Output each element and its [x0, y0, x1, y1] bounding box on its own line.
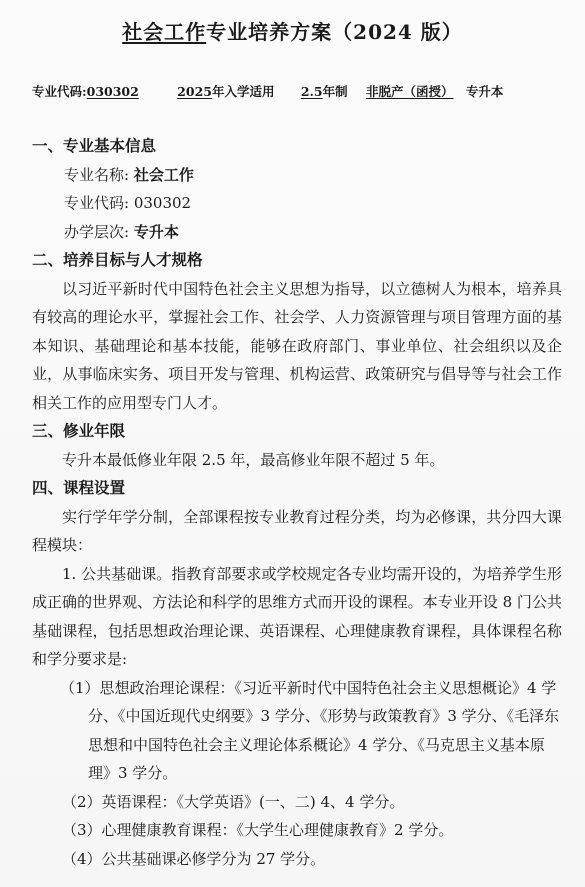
info-program-code: 专业代码: 030302: [64, 194, 192, 212]
info-program-level: 办学层次: 专升本: [64, 222, 179, 241]
section-heading-duration: 三、修业年限: [32, 421, 126, 440]
courses-sub-english: （2）英语课程：《大学英语》(一、二) 4、4 学分。: [62, 792, 405, 811]
document-title: [0, 16, 585, 45]
duration-paragraph: 专升本最低修业年限 2.5 年，最高修业年限不超过 5 年。: [62, 450, 445, 469]
program-meta-line: [32, 82, 565, 100]
courses-intro-paragraph: 实行学年学分制，全部课程按专业教育过程分类，均为必修课，共分四大课程模块：: [32, 507, 562, 554]
courses-item-public-basic: 1. 公共基础课。指教育部要求或学校规定各专业均需开设的，为培养学生形成正确的世界观、方法论和科学的思维方式而开设的课程。本专业开设 8 门公共基础课程，包括思想政治理论课、英语课程、心理健康教育课程，具体课程名称和学分要求是:: [32, 564, 562, 668]
courses-sub-psychology: （3）心理健康教育课程：《大学生心理健康教育》2 学分。: [62, 821, 454, 839]
courses-sub-politics: （1）思想政治理论课程：《习近平新时代中国特色社会主义思想概论》4 学分、《中国近现代史纲要》3 学分、《形势与政策教育》3 学分、《毛泽东思想和中国特色社会主义理论体系概论》4 学分、《马克思主义基本原理》3 学分。: [60, 678, 560, 782]
section-heading-courses: 四、课程设置: [32, 478, 126, 497]
section-heading-goals: 二、培养目标与人才规格: [32, 250, 203, 269]
title-rest: 专业培养方案（2024 版）: [206, 20, 463, 44]
courses-sub-total-credits: （4）公共基础课必修学分为 27 学分。: [62, 849, 326, 868]
document-body: [32, 132, 562, 873]
meta-mode: 非脱产（函授）: [365, 84, 454, 99]
meta-level: 专升本: [465, 84, 504, 99]
section-heading-basic-info: 一、专业基本信息: [32, 136, 157, 155]
meta-code: 专业代码:030302: [32, 84, 139, 99]
goals-paragraph: 以习近平新时代中国特色社会主义思想为指导，以立德树人为根本，培养具有较高的理论水平，掌握社会工作、社会学、人力资源管理与项目管理方面的基本知识、基础理论和基本技能，能够在政府部门、事业单位、社会组织以及企业，从事临床实务、项目开发与管理、机构运营、政策研究与倡导等与社会工作相关工作的应用型专门人才。: [32, 279, 562, 412]
info-program-name: 专业名称: 社会工作: [64, 165, 194, 184]
meta-year: 2025年入学适用: [177, 84, 275, 99]
title-underlined-part: 社会工作: [122, 20, 207, 44]
meta-length: 2.5年制: [300, 84, 348, 99]
